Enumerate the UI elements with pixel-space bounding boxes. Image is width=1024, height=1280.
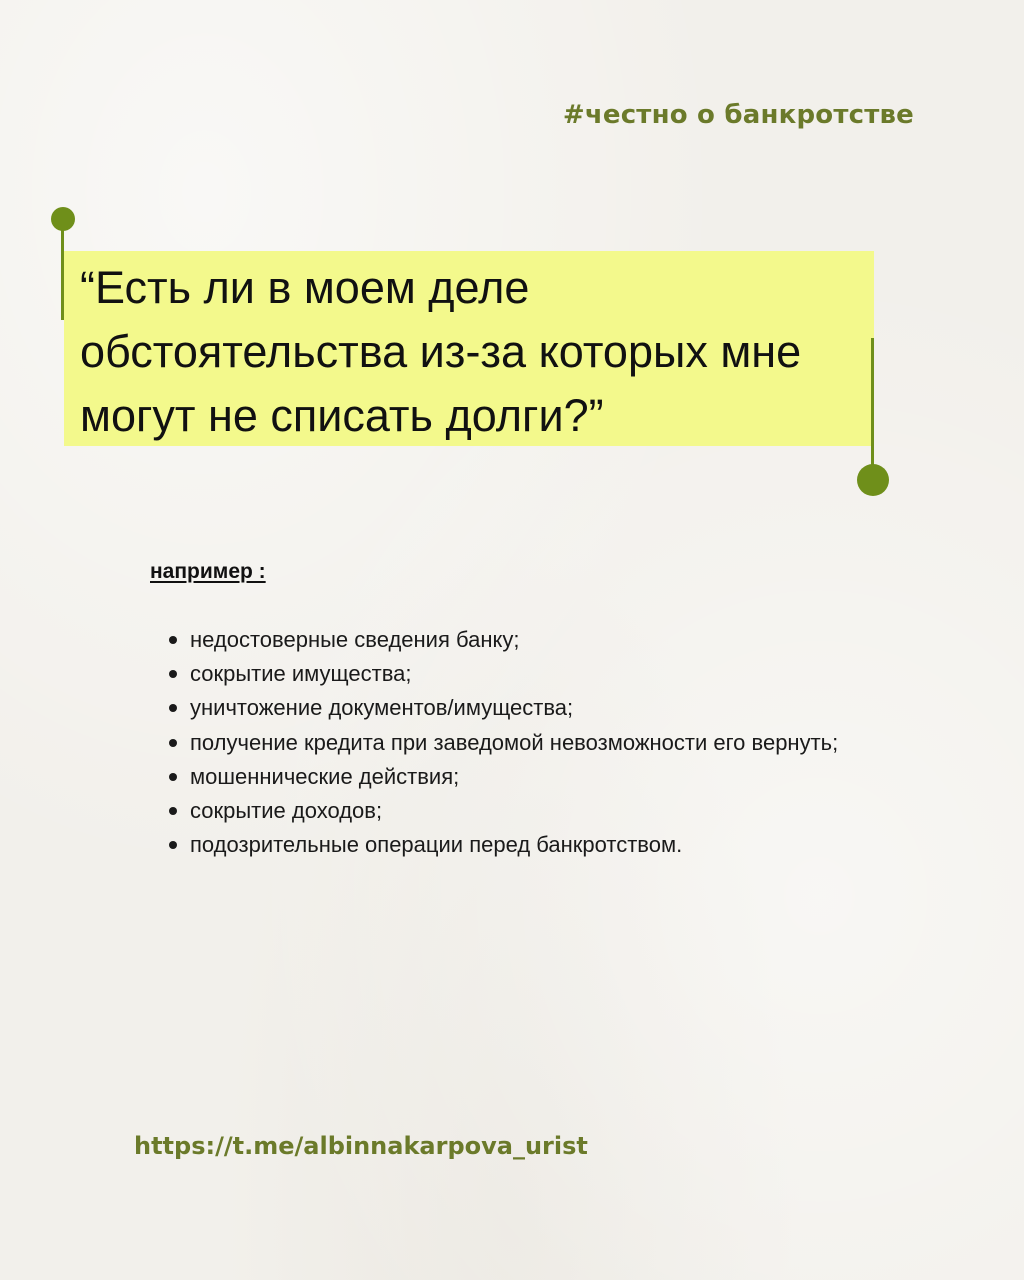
bullet-icon xyxy=(169,773,177,781)
hashtag-title: #честно о банкротстве xyxy=(562,100,914,130)
bullet-icon xyxy=(169,636,177,644)
list-item-text: сокрытие имущества; xyxy=(190,661,412,687)
telegram-link[interactable]: https://t.me/albinnakarpova_urist xyxy=(134,1132,588,1160)
decorative-dot-left xyxy=(51,207,75,231)
list-item-text: мошеннические действия; xyxy=(190,763,460,789)
decorative-line-right xyxy=(871,338,874,478)
list-item xyxy=(190,828,838,862)
list-item-text: уничтожение документов/имущества; xyxy=(190,695,574,721)
list-item xyxy=(190,691,838,725)
list-item xyxy=(190,623,838,657)
quote-line-3: могут не списать долги?” xyxy=(80,390,604,441)
list-item xyxy=(190,657,838,691)
list-item xyxy=(190,794,838,828)
list-item-text: получение кредита при заведомой невозможности его вернуть; xyxy=(190,729,839,755)
decorative-dot-right xyxy=(857,464,889,496)
bullet-icon xyxy=(169,807,177,815)
list-item xyxy=(190,760,838,794)
quote-text xyxy=(80,256,860,448)
example-label: например : xyxy=(150,560,266,583)
list-item-text: недостоверные сведения банку; xyxy=(190,627,520,652)
list-item xyxy=(190,726,838,760)
bullet-icon xyxy=(169,739,177,747)
list-item-text: сокрытие доходов; xyxy=(190,798,383,824)
example-list xyxy=(190,623,838,862)
quote-line-1: “Есть ли в моем деле xyxy=(80,262,530,313)
list-item-text: подозрительные операции перед банкротством. xyxy=(190,832,683,858)
quote-line-2: обстоятельства из-за которых мне xyxy=(80,326,802,377)
